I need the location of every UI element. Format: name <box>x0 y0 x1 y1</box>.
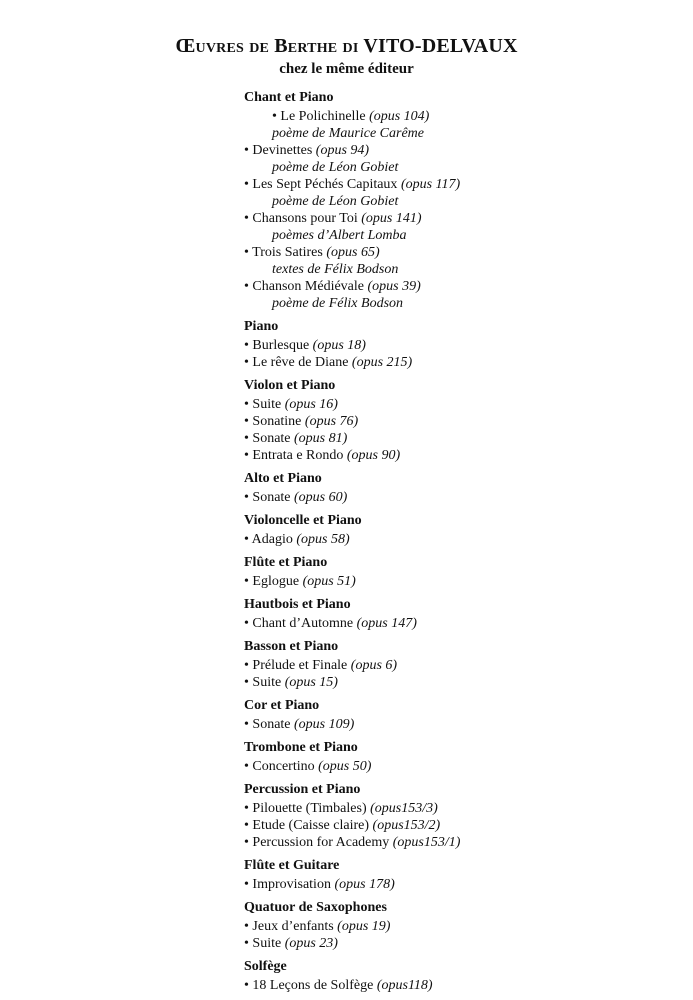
page-title <box>0 34 693 58</box>
catalog-section <box>244 470 684 506</box>
opus-number: (opus 18) <box>312 338 366 353</box>
opus-number: (opus 76) <box>304 414 359 429</box>
work-title: Percussion for Academy <box>252 835 393 850</box>
bullet-icon: • <box>244 936 253 951</box>
bullet-icon: • <box>244 211 253 226</box>
bullet-icon: • <box>244 143 253 158</box>
work-title: Suite <box>252 397 282 412</box>
work-title: Pilouette (Timbales) <box>252 801 367 816</box>
opus-number: (opus 178) <box>334 877 395 892</box>
work-title: Chant d’Automne <box>252 616 354 631</box>
opus-number: (opus 90) <box>346 448 401 463</box>
section-title: Percussion et Piano <box>244 782 361 797</box>
work-title: Jeux d’enfants <box>252 919 334 934</box>
opus-number: (opus 50) <box>318 759 372 774</box>
section-title: Violoncelle et Piano <box>244 513 362 528</box>
section-title: Piano <box>244 319 279 334</box>
catalog-section <box>244 318 684 371</box>
lyricist-credit: poème de Léon Gobiet <box>272 194 399 209</box>
opus-number: (opus 141) <box>361 211 422 226</box>
works-catalog <box>244 89 684 1000</box>
work-item <box>244 977 684 994</box>
opus-number: (opus118) <box>376 978 433 993</box>
catalog-section <box>244 781 684 851</box>
work-item <box>244 278 684 295</box>
catalog-section <box>244 638 684 691</box>
work-item <box>244 615 684 632</box>
work-item <box>244 935 684 952</box>
work-title: Sonate <box>252 490 291 505</box>
work-title: Sonate <box>252 717 291 732</box>
opus-number: (opus 65) <box>326 245 380 260</box>
opus-number: (opus 117) <box>400 177 461 192</box>
work-item <box>244 716 684 733</box>
bullet-icon: • <box>244 877 253 892</box>
bullet-icon: • <box>244 835 253 850</box>
work-item <box>244 531 684 548</box>
opus-number: (opus 51) <box>302 574 356 589</box>
work-title: Adagio <box>251 532 293 547</box>
bullet-icon: • <box>244 338 253 353</box>
section-title: Chant et Piano <box>244 90 334 105</box>
work-item <box>244 396 684 413</box>
bullet-icon: • <box>244 490 253 505</box>
bullet-icon: • <box>244 532 252 547</box>
catalog-section <box>244 739 684 775</box>
bullet-icon: • <box>244 717 253 732</box>
lyricist-credit: poèmes d’Albert Lomba <box>272 228 407 243</box>
work-item <box>244 800 684 817</box>
bullet-icon: • <box>244 658 253 673</box>
work-item <box>244 142 684 159</box>
opus-number: (opus 15) <box>284 675 338 690</box>
opus-number: (opus 23) <box>284 936 338 951</box>
bullet-icon: • <box>244 431 253 446</box>
bullet-icon: • <box>244 448 253 463</box>
lyricist-credit: poème de Maurice Carême <box>272 126 425 141</box>
work-item <box>244 489 684 506</box>
catalog-section <box>244 89 684 312</box>
work-title: Les Sept Péchés Capitaux <box>252 177 398 192</box>
work-title: Entrata e Rondo <box>252 448 344 463</box>
work-title: Le rêve de Diane <box>252 355 349 370</box>
section-title: Quatuor de Saxophones <box>244 900 387 915</box>
lyricist-credit: poème de Félix Bodson <box>272 296 404 311</box>
work-title: Etude (Caisse claire) <box>252 818 373 833</box>
opus-number: (opus 94) <box>315 143 370 158</box>
work-item <box>244 354 684 371</box>
catalog-section <box>244 596 684 632</box>
work-item <box>244 447 684 464</box>
work-title: Burlesque <box>252 338 310 353</box>
work-item <box>244 657 684 674</box>
work-title: Trois Satires <box>252 245 323 260</box>
work-item <box>244 176 684 193</box>
work-title: Improvisation <box>252 877 331 892</box>
bullet-icon: • <box>244 919 253 934</box>
bullet-icon: • <box>244 397 253 412</box>
section-title: Flûte et Piano <box>244 555 328 570</box>
work-item <box>244 430 684 447</box>
opus-number: (opus 16) <box>284 397 338 412</box>
section-title: Solfège <box>244 959 287 974</box>
opus-number: (opus 19) <box>337 919 391 934</box>
page-subtitle: chez le même éditeur <box>279 61 414 77</box>
catalog-section <box>244 857 684 893</box>
page-header <box>0 34 693 79</box>
section-title: Trombone et Piano <box>244 740 358 755</box>
opus-number: (opus 81) <box>294 431 348 446</box>
section-title: Basson et Piano <box>244 639 339 654</box>
composer-name: VITO-DELVAUX <box>363 35 518 57</box>
work-title: Devinettes <box>252 143 313 158</box>
work-title: Suite <box>252 936 282 951</box>
catalog-section <box>244 377 684 464</box>
bullet-icon: • <box>244 801 253 816</box>
catalog-section <box>244 899 684 952</box>
catalog-section <box>244 697 684 733</box>
work-item <box>244 918 684 935</box>
section-title: Flûte et Guitare <box>244 858 340 873</box>
bullet-icon: • <box>244 759 253 774</box>
bullet-icon: • <box>272 109 281 124</box>
opus-number: (opus 58) <box>296 532 350 547</box>
bullet-icon: • <box>244 414 253 429</box>
work-item <box>244 674 684 691</box>
catalog-section <box>244 554 684 590</box>
catalog-section <box>244 958 684 994</box>
lyricist-credit: textes de Félix Bodson <box>272 262 399 277</box>
bullet-icon: • <box>244 818 253 833</box>
work-item <box>244 210 684 227</box>
catalog-section <box>244 512 684 548</box>
section-title: Hautbois et Piano <box>244 597 351 612</box>
section-title: Alto et Piano <box>244 471 322 486</box>
work-title: Suite <box>252 675 282 690</box>
opus-number: (opus 109) <box>294 717 355 732</box>
bullet-icon: • <box>244 355 253 370</box>
bullet-icon: • <box>244 675 253 690</box>
opus-number: (opus 147) <box>356 616 417 631</box>
work-title: Chanson Médiévale <box>252 279 364 294</box>
bullet-icon: • <box>244 245 253 260</box>
work-title: Chansons pour Toi <box>252 211 358 226</box>
opus-number: (opus 6) <box>350 658 398 673</box>
work-item <box>244 413 684 430</box>
work-title: Sonate <box>252 431 291 446</box>
bullet-icon: • <box>244 279 253 294</box>
opus-number: (opus153/2) <box>372 818 441 833</box>
work-title: Concertino <box>252 759 315 774</box>
section-title: Cor et Piano <box>244 698 320 713</box>
bullet-icon: • <box>244 574 253 589</box>
opus-number: (opus153/1) <box>392 835 461 850</box>
work-title: Prélude et Finale <box>252 658 348 673</box>
work-item <box>244 573 684 590</box>
lyricist-credit: poème de Léon Gobiet <box>272 160 399 175</box>
work-title: 18 Leçons de Solfège <box>252 978 374 993</box>
work-title: Le Polichinelle <box>280 109 366 124</box>
opus-number: (opus 215) <box>351 355 413 370</box>
opus-number: (opus 60) <box>294 490 348 505</box>
bullet-icon: • <box>244 616 253 631</box>
work-item <box>244 244 684 261</box>
work-title: Sonatine <box>252 414 302 429</box>
opus-number: (opus153/3) <box>370 801 438 816</box>
work-item <box>244 876 684 893</box>
opus-number: (opus 39) <box>367 279 421 294</box>
work-item <box>244 337 684 354</box>
work-item <box>244 834 684 851</box>
work-item <box>244 758 684 775</box>
work-item <box>244 817 684 834</box>
bullet-icon: • <box>244 177 253 192</box>
section-title: Violon et Piano <box>244 378 336 393</box>
work-item <box>244 108 684 125</box>
opus-number: (opus 104) <box>369 109 430 124</box>
title-prefix: Œuvres de Berthe di <box>175 35 359 57</box>
bullet-icon: • <box>244 978 253 993</box>
work-title: Eglogue <box>252 574 300 589</box>
